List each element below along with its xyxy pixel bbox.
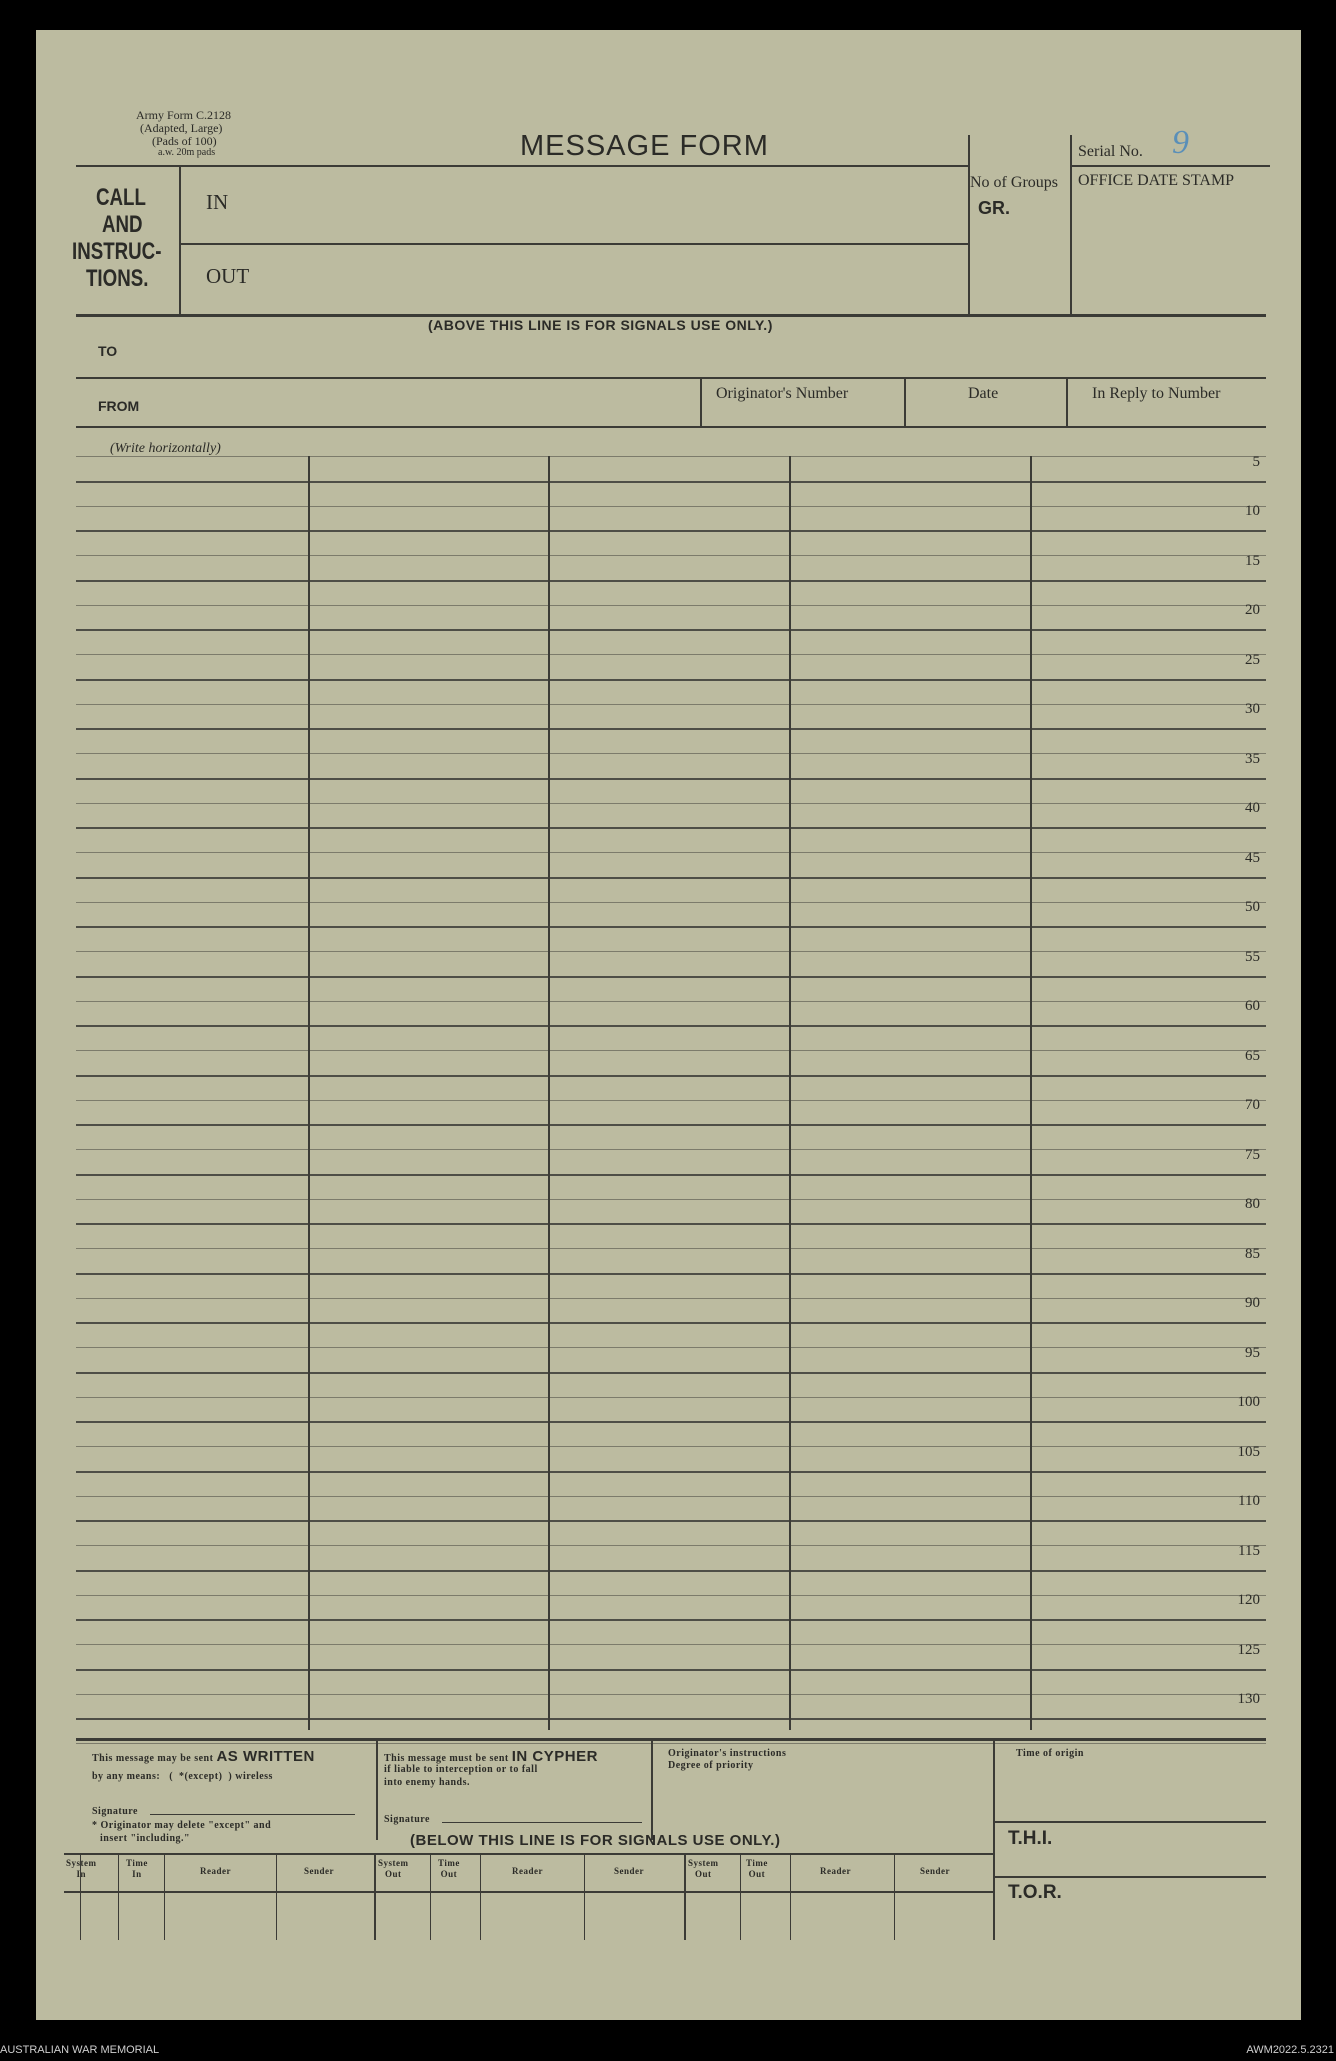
log-header-line (64, 1891, 994, 1893)
ruled-line (76, 1001, 1266, 1002)
ruled-line (76, 1718, 1266, 1720)
in-reply-label: In Reply to Number (1092, 385, 1221, 402)
log-col (164, 1854, 165, 1940)
log-sender-1: Sender (304, 1866, 334, 1876)
ruled-line (76, 1124, 1266, 1126)
in-label: IN (206, 190, 229, 214)
ruled-line (76, 827, 1266, 829)
signals-above-label: (ABOVE THIS LINE IS FOR SIGNALS USE ONLY.) (428, 317, 773, 333)
groups-label: No of Groups (970, 174, 1058, 191)
line-number: 10 (1245, 503, 1260, 519)
ruled-line (76, 926, 1266, 928)
ruled-line (76, 1100, 1266, 1101)
ruled-line (76, 1199, 1266, 1200)
ruled-line (76, 1025, 1266, 1027)
pads-label: (Pads of 100) (152, 134, 217, 148)
footer-right: AWM2022.5.2321 (1246, 2044, 1334, 2056)
ruled-line (76, 753, 1266, 754)
form-title: MESSAGE FORM (520, 130, 769, 162)
groups-divider-right (1070, 135, 1072, 316)
log-reader-2: Reader (512, 1866, 543, 1876)
time-of-origin: Time of origin (1016, 1748, 1084, 1759)
ruled-line (76, 1397, 1266, 1398)
ruled-line (76, 1075, 1266, 1077)
in-out-divider (181, 243, 970, 245)
degree-of-priority: Degree of priority (668, 1760, 754, 1771)
log-time-out-2: Time Out (746, 1858, 768, 1879)
serial-value: 9 (1172, 124, 1189, 161)
ruled-line (76, 1298, 1266, 1299)
ruled-line (76, 1545, 1266, 1546)
cypher-line-2: if liable to interception or to fall (384, 1764, 538, 1775)
ruled-line (76, 976, 1266, 978)
bottom-block-top-line (76, 1738, 1266, 1741)
log-col (276, 1854, 277, 1940)
ruled-line (76, 555, 1266, 556)
adapted-label: (Adapted, Large) (140, 121, 223, 135)
ruled-line (76, 1322, 1266, 1324)
from-label: FROM (98, 398, 140, 414)
ruled-line (76, 1743, 1266, 1744)
to-label: TO (98, 343, 118, 359)
thi-line (993, 1876, 1266, 1878)
ruled-line (76, 481, 1266, 483)
line-number: 70 (1245, 1097, 1260, 1113)
thi-top-line (993, 1821, 1266, 1823)
ruled-line (76, 1669, 1266, 1671)
call-label-and: AND (102, 211, 143, 238)
line-number: 100 (1237, 1394, 1260, 1410)
log-col (374, 1854, 376, 1940)
line-number: 110 (1238, 1493, 1260, 1509)
log-sender-3: Sender (920, 1866, 950, 1876)
ruled-line (76, 1273, 1266, 1275)
ruled-line (76, 728, 1266, 730)
signature-line-1 (150, 1814, 355, 1815)
ruled-line (76, 1372, 1266, 1374)
log-col (480, 1854, 481, 1940)
write-horizontally-note: (Write horizontally) (110, 441, 221, 456)
ruled-line (76, 506, 1266, 507)
bottom-div-2 (651, 1740, 653, 1840)
call-label-tions: TIONS. (86, 265, 149, 292)
line-number: 115 (1238, 1543, 1260, 1559)
groups-divider-left (968, 135, 970, 316)
log-col (740, 1854, 741, 1940)
line-number: 55 (1245, 949, 1260, 965)
originator-note-1: * Originator may delete "except" and (92, 1820, 272, 1831)
line-number: 120 (1237, 1592, 1260, 1608)
log-sender-2: Sender (614, 1866, 644, 1876)
header-line-top (76, 165, 969, 167)
ruled-line (76, 1570, 1266, 1572)
log-col (894, 1854, 895, 1940)
date-label: Date (968, 385, 999, 402)
ruled-line (76, 456, 1266, 457)
ruled-line (76, 1149, 1266, 1150)
ruled-line (76, 605, 1266, 606)
line-number: 5 (1252, 454, 1260, 470)
ruled-line (76, 1446, 1266, 1447)
ruled-line (76, 1520, 1266, 1522)
ruled-line (76, 1050, 1266, 1051)
line-number: 80 (1245, 1196, 1260, 1212)
line-number: 50 (1245, 899, 1260, 915)
ruled-line (76, 951, 1266, 952)
ruled-line (76, 1248, 1266, 1249)
ruled-line (76, 778, 1266, 780)
originator-instructions: Originator's instructions (668, 1748, 787, 1759)
grid-col-1 (308, 456, 310, 1730)
log-col (118, 1854, 119, 1940)
line-number: 125 (1237, 1642, 1260, 1658)
call-label: CALL (96, 184, 146, 211)
call-label-instruc: INSTRUC- (72, 238, 162, 265)
ruled-line (76, 1619, 1266, 1621)
bottom-div-1 (376, 1740, 378, 1840)
to-line (76, 377, 1266, 379)
signature-label-1: Signature (92, 1806, 138, 1817)
log-col (430, 1854, 431, 1940)
address-div-1 (700, 378, 702, 426)
line-number: 40 (1245, 800, 1260, 816)
ruled-line (76, 580, 1266, 582)
ruled-line (76, 1174, 1266, 1176)
address-div-3 (1066, 378, 1068, 426)
log-system-out-2: System Out (688, 1858, 719, 1879)
log-system-out-1: System Out (378, 1858, 409, 1879)
signals-below-label: (BELOW THIS LINE IS FOR SIGNALS USE ONLY.) (410, 1832, 781, 1849)
originator-note-2: insert "including." (100, 1833, 191, 1844)
ruled-line (76, 1223, 1266, 1225)
cypher-line: This message must be sent IN CYPHER (384, 1748, 598, 1765)
ruled-line (76, 852, 1266, 853)
ruled-line (76, 1471, 1266, 1473)
line-number: 130 (1237, 1691, 1260, 1707)
grid-col-3 (789, 456, 791, 1730)
footer-left: AUSTRALIAN WAR MEMORIAL (0, 2044, 160, 2056)
log-col (684, 1854, 686, 1940)
ruled-line (76, 530, 1266, 532)
line-number: 25 (1245, 652, 1260, 668)
sent-means-line-2: by any means: ( *(except) ) wireless (92, 1771, 273, 1782)
tor-label: T.O.R. (1008, 1882, 1062, 1903)
serial-label: Serial No. (1078, 143, 1143, 160)
ruled-line (76, 877, 1266, 879)
ruled-line (76, 1595, 1266, 1596)
log-col (790, 1854, 791, 1940)
office-date-stamp-label: OFFICE DATE STAMP (1078, 172, 1235, 189)
header-line-right-top (1070, 165, 1270, 167)
signature-label-2: Signature (384, 1814, 430, 1825)
line-number: 85 (1245, 1246, 1260, 1262)
ruled-line (76, 803, 1266, 804)
army-form-label: Army Form C.2128 (136, 108, 232, 122)
log-col (584, 1854, 585, 1940)
line-number: 60 (1245, 998, 1260, 1014)
gr-label: GR. (978, 198, 1011, 218)
grid-col-2 (548, 456, 550, 1730)
ruled-line (76, 1347, 1266, 1348)
line-number: 45 (1245, 850, 1260, 866)
address-div-2 (904, 378, 906, 426)
ruled-line (76, 679, 1266, 681)
ruled-line (76, 1694, 1266, 1695)
aw-label: a.w. 20m pads (158, 147, 216, 158)
line-number: 20 (1245, 602, 1260, 618)
log-reader-3: Reader (820, 1866, 851, 1876)
line-number: 15 (1245, 553, 1260, 569)
ruled-line (76, 704, 1266, 705)
grid-col-4 (1030, 456, 1032, 1730)
line-number: 95 (1245, 1345, 1260, 1361)
ruled-line (76, 902, 1266, 903)
log-reader-1: Reader (200, 1866, 231, 1876)
out-label: OUT (206, 264, 250, 288)
log-time-out-1: Time Out (438, 1858, 460, 1879)
ruled-line (76, 1421, 1266, 1423)
originator-number-label: Originator's Number (716, 385, 849, 402)
sent-means-line: This message may be sent AS WRITTEN (92, 1748, 315, 1765)
ruled-line (76, 629, 1266, 631)
thi-label: T.H.I. (1008, 1828, 1053, 1849)
line-number: 35 (1245, 751, 1260, 767)
cypher-line-3: into enemy hands. (384, 1777, 471, 1788)
line-number: 105 (1237, 1444, 1260, 1460)
from-line (76, 426, 1266, 428)
ruled-line (76, 654, 1266, 655)
log-system-in: System In (66, 1858, 97, 1879)
ruled-line (76, 1644, 1266, 1645)
signature-line-2 (442, 1822, 642, 1823)
line-number: 30 (1245, 701, 1260, 717)
line-number: 90 (1245, 1295, 1260, 1311)
line-number: 65 (1245, 1048, 1260, 1064)
line-number: 75 (1245, 1147, 1260, 1163)
call-divider (179, 165, 181, 314)
log-time-in: Time In (126, 1858, 148, 1879)
log-top-line (64, 1853, 994, 1855)
bottom-div-3 (993, 1740, 995, 1940)
ruled-line (76, 1496, 1266, 1497)
